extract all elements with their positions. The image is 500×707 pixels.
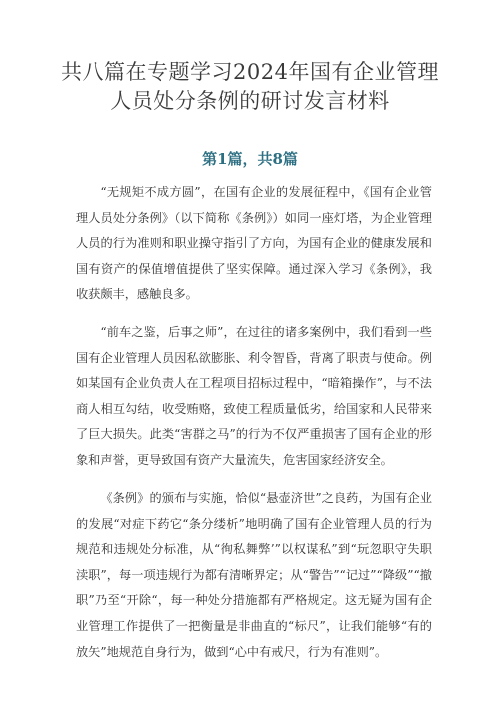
- body-paragraph: “无规矩不成方圆”，在国有企业的发展征程中，《国有企业管理人员处分条例》（以下简称《条例》）如同一座灯塔，为企业管理人员的行为准则和职业操守指引了方向，为国有企业的健康发展和国有资产的保值增值提供了坚实保障。通过深入学习《条例》，我收获颇丰，感触良多。: [76, 185, 432, 302]
- body-paragraph: “前车之鉴，后事之师”，在过往的诸多案例中，我们看到一些国有企业管理人员因私欲膨胀、利令智昏，背离了职责与使命。例如某国有企业负责人在工程项目招标过程中，“暗箱操作”，与不法商人相互勾结，收受贿赂，致使工程质量低劣，给国家和人民带来了巨大损失。此类“害群之马”的行为不仅严重损害了国有企业的形象和声誉，更导致国有资产大量流失，危害国家经济安全。: [76, 325, 432, 467]
- part-indicator: 第1篇，共8篇: [202, 150, 298, 168]
- body-paragraph: 《条例》的颁布与实施，恰似“悬壶济世”之良药，为国有企业的发展“对症下药它“条分缕析”地明确了国有企业管理人员的行为规范和违规处分标准，从“徇私舞弊’”以权谋私”到“玩忽职守失职渎职”，每一项违规行为都有清晰界定；从“警告”“记过”“降级”“撤职”乃至“开除“，每一种处分措施都有严格规定。这无疑为国有企业管理工作提供了一把衡量是非曲直的“标尺”，让我们能够“有的放矢”地规范自身行为，做到“心中有戒尺，行为有准则”。: [76, 491, 432, 659]
- document-title: 共八篇在专题学习2024年国有企业管理人员处分条例的研讨发言材料: [61, 60, 439, 113]
